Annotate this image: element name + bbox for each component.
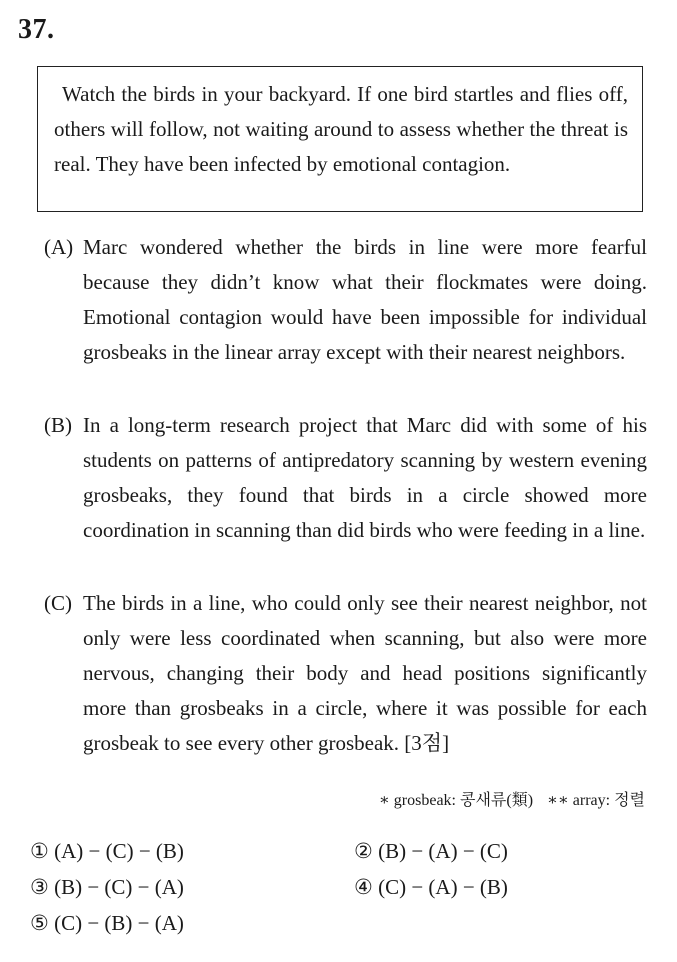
paragraph-c-label: (C) xyxy=(44,591,72,615)
paragraph-b-label: (B) xyxy=(44,413,72,437)
intro-passage-box xyxy=(37,66,643,212)
paragraph-a-label: (A) xyxy=(44,235,74,259)
answer-choice-4[interactable]: ④ (C) − (A) − (B) xyxy=(354,875,508,899)
answer-choice-1[interactable]: ① (A) − (C) − (B) xyxy=(30,839,184,863)
paragraph-a xyxy=(44,230,647,370)
paragraph-b-text: In a long-term research project that Marc did with some of his students on patterns of antipredatory scanning by western evening grosbeaks, they found that birds in a circle showed more coordination in scanning than did birds who were feeding in a line. xyxy=(83,413,647,542)
footnote-grosbeak: ∗ grosbeak: 콩새류(類) xyxy=(378,792,534,809)
paragraph-c-text: The birds in a line, who could only see their nearest neighbor, not only were less coordinated when scanning, but also were more nervous, changing their body and head positions significantly more than grosbeaks in a circle, where it was possible for each grosbeak to see every other grosbeak. [3점] xyxy=(83,591,647,755)
answer-choice-5[interactable]: ⑤ (C) − (B) − (A) xyxy=(30,911,184,935)
paragraph-c xyxy=(44,586,647,761)
footnote xyxy=(379,790,645,812)
answer-choice-3[interactable]: ③ (B) − (C) − (A) xyxy=(30,875,184,899)
question-number: 37. xyxy=(18,14,55,45)
footnote-array: ∗∗ array: 정렬 xyxy=(547,792,645,809)
paragraph-b xyxy=(44,408,647,548)
answer-choice-2[interactable]: ② (B) − (A) − (C) xyxy=(354,839,508,863)
intro-passage-text: Watch the birds in your backyard. If one bird startles and flies off, others will follow, not waiting around to assess whether the threat is real. They have been infected by emotional contagion. xyxy=(54,82,628,176)
paragraph-a-text: Marc wondered whether the birds in line were more fearful because they didn’t know what their flockmates were doing. Emotional contagion would have been impossible for individual grosbeaks in the linear array except with their nearest neighbors. xyxy=(83,235,647,364)
